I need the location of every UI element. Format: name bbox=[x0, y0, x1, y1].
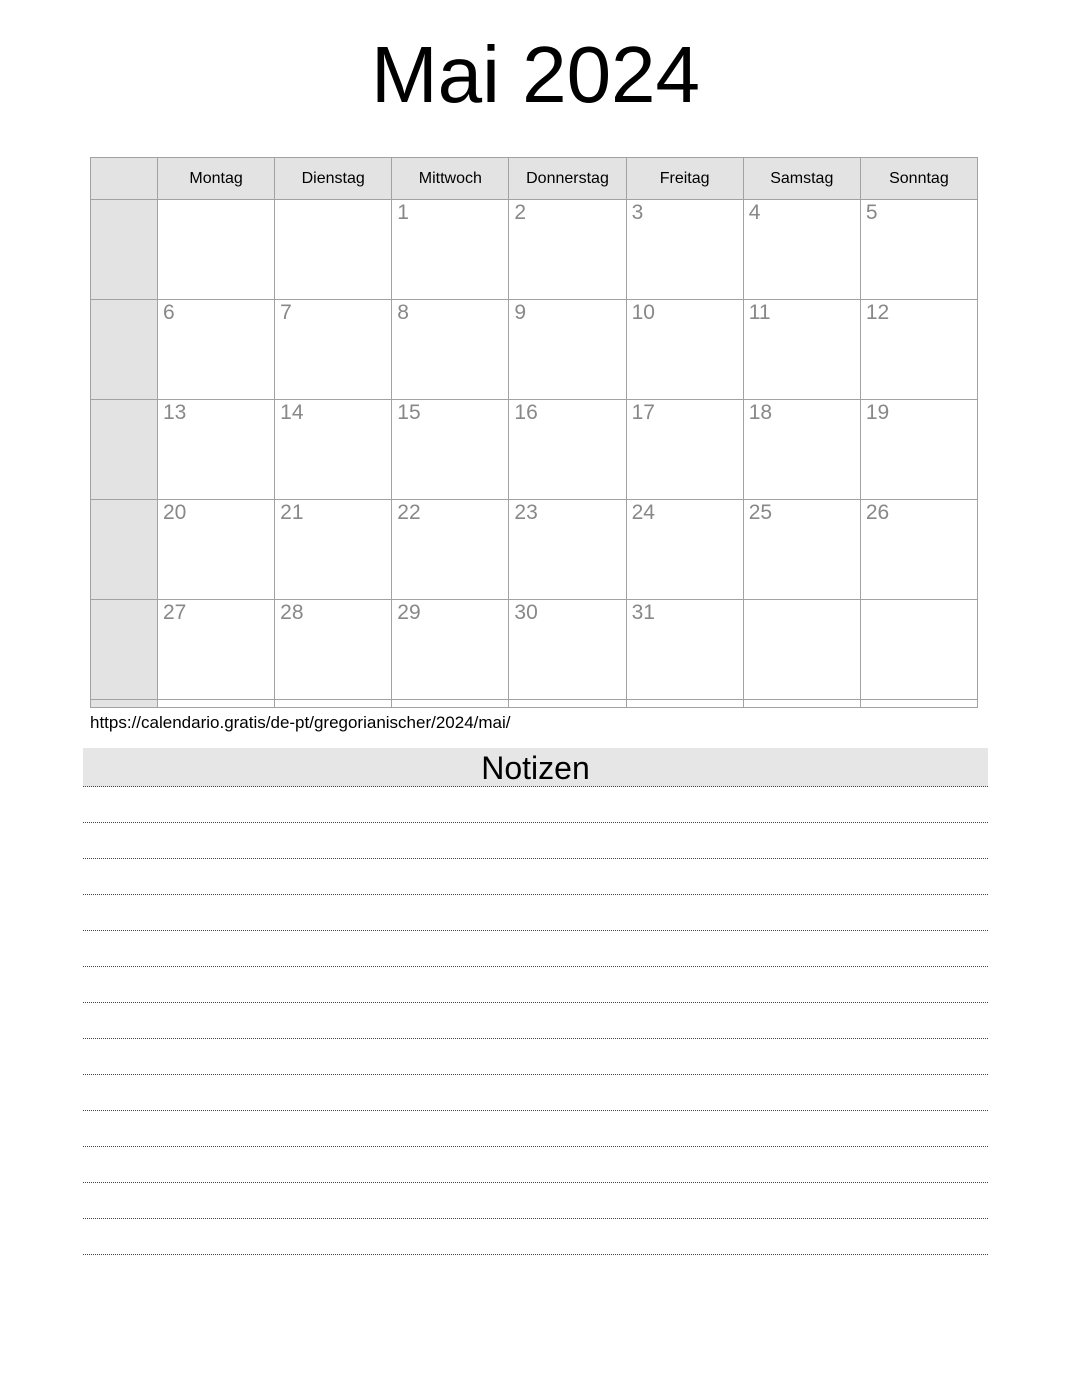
calendar-corner-cell bbox=[91, 158, 158, 200]
calendar-side-cell bbox=[91, 200, 158, 300]
calendar-day-cell: 30 bbox=[509, 600, 626, 700]
calendar-day-cell: 9 bbox=[509, 300, 626, 400]
calendar-day-cell: 16 bbox=[509, 400, 626, 500]
calendar-table bbox=[90, 157, 978, 708]
calendar-day-cell bbox=[392, 700, 509, 708]
calendar-day-cell bbox=[860, 700, 977, 708]
calendar-side-cell bbox=[91, 500, 158, 600]
note-line bbox=[83, 1111, 988, 1147]
calendar-day-cell bbox=[158, 200, 275, 300]
calendar-day-cell: 24 bbox=[626, 500, 743, 600]
calendar-day-cell: 27 bbox=[158, 600, 275, 700]
calendar-day-cell: 21 bbox=[275, 500, 392, 600]
calendar-day-cell: 4 bbox=[743, 200, 860, 300]
calendar-day-cell: 10 bbox=[626, 300, 743, 400]
calendar-week-row bbox=[91, 500, 978, 600]
calendar-day-cell: 12 bbox=[860, 300, 977, 400]
calendar-week-row bbox=[91, 400, 978, 500]
note-line bbox=[83, 1003, 988, 1039]
note-line bbox=[83, 1219, 988, 1255]
calendar-side-cell bbox=[91, 400, 158, 500]
calendar-day-cell: 14 bbox=[275, 400, 392, 500]
note-line bbox=[83, 1183, 988, 1219]
calendar-day-cell bbox=[275, 200, 392, 300]
calendar-day-cell: 3 bbox=[626, 200, 743, 300]
note-line bbox=[83, 1075, 988, 1111]
calendar-day-cell bbox=[158, 700, 275, 708]
weekday-header-tuesday: Dienstag bbox=[275, 158, 392, 200]
note-line bbox=[83, 787, 988, 823]
calendar-day-cell: 23 bbox=[509, 500, 626, 600]
calendar-day-cell: 20 bbox=[158, 500, 275, 600]
calendar-day-cell: 17 bbox=[626, 400, 743, 500]
notes-heading: Notizen bbox=[481, 750, 590, 786]
note-line bbox=[83, 859, 988, 895]
calendar-day-cell bbox=[860, 600, 977, 700]
weekday-header-monday: Montag bbox=[158, 158, 275, 200]
calendar-day-cell: 19 bbox=[860, 400, 977, 500]
source-url-text: https://calendario.gratis/de-pt/gregorianischer/2024/mai/ bbox=[90, 713, 511, 732]
note-line bbox=[83, 967, 988, 1003]
note-line bbox=[83, 895, 988, 931]
weekday-header-thursday: Donnerstag bbox=[509, 158, 626, 200]
notes-lines bbox=[83, 787, 988, 1255]
calendar-day-cell: 15 bbox=[392, 400, 509, 500]
calendar-day-cell: 29 bbox=[392, 600, 509, 700]
calendar-side-cell bbox=[91, 600, 158, 700]
calendar-day-cell: 26 bbox=[860, 500, 977, 600]
calendar-day-cell bbox=[743, 600, 860, 700]
calendar-day-cell: 31 bbox=[626, 600, 743, 700]
calendar-day-cell: 11 bbox=[743, 300, 860, 400]
calendar-week-row bbox=[91, 300, 978, 400]
calendar-day-cell: 2 bbox=[509, 200, 626, 300]
calendar-week-row bbox=[91, 600, 978, 700]
weekday-header-wednesday: Mittwoch bbox=[392, 158, 509, 200]
calendar-day-cell: 22 bbox=[392, 500, 509, 600]
calendar-week-row bbox=[91, 200, 978, 300]
weekday-header-saturday: Samstag bbox=[743, 158, 860, 200]
note-line bbox=[83, 931, 988, 967]
calendar-day-cell: 28 bbox=[275, 600, 392, 700]
calendar-day-cell: 13 bbox=[158, 400, 275, 500]
calendar-day-cell: 8 bbox=[392, 300, 509, 400]
calendar-day-cell: 5 bbox=[860, 200, 977, 300]
notes-header bbox=[83, 748, 988, 787]
calendar-day-cell: 18 bbox=[743, 400, 860, 500]
calendar-side-cell bbox=[91, 300, 158, 400]
calendar-day-cell: 7 bbox=[275, 300, 392, 400]
calendar-day-cell bbox=[509, 700, 626, 708]
calendar-side-cell bbox=[91, 700, 158, 708]
weekday-header-friday: Freitag bbox=[626, 158, 743, 200]
calendar-day-cell bbox=[626, 700, 743, 708]
calendar-day-cell bbox=[743, 700, 860, 708]
note-line bbox=[83, 1147, 988, 1183]
calendar-day-cell: 1 bbox=[392, 200, 509, 300]
page-title: Mai 2024 bbox=[370, 30, 701, 119]
calendar-week-row bbox=[91, 700, 978, 708]
calendar-day-cell: 6 bbox=[158, 300, 275, 400]
note-line bbox=[83, 1039, 988, 1075]
weekday-header-sunday: Sonntag bbox=[860, 158, 977, 200]
calendar-day-cell: 25 bbox=[743, 500, 860, 600]
calendar-day-cell bbox=[275, 700, 392, 708]
note-line bbox=[83, 823, 988, 859]
calendar-header-row bbox=[91, 158, 978, 200]
